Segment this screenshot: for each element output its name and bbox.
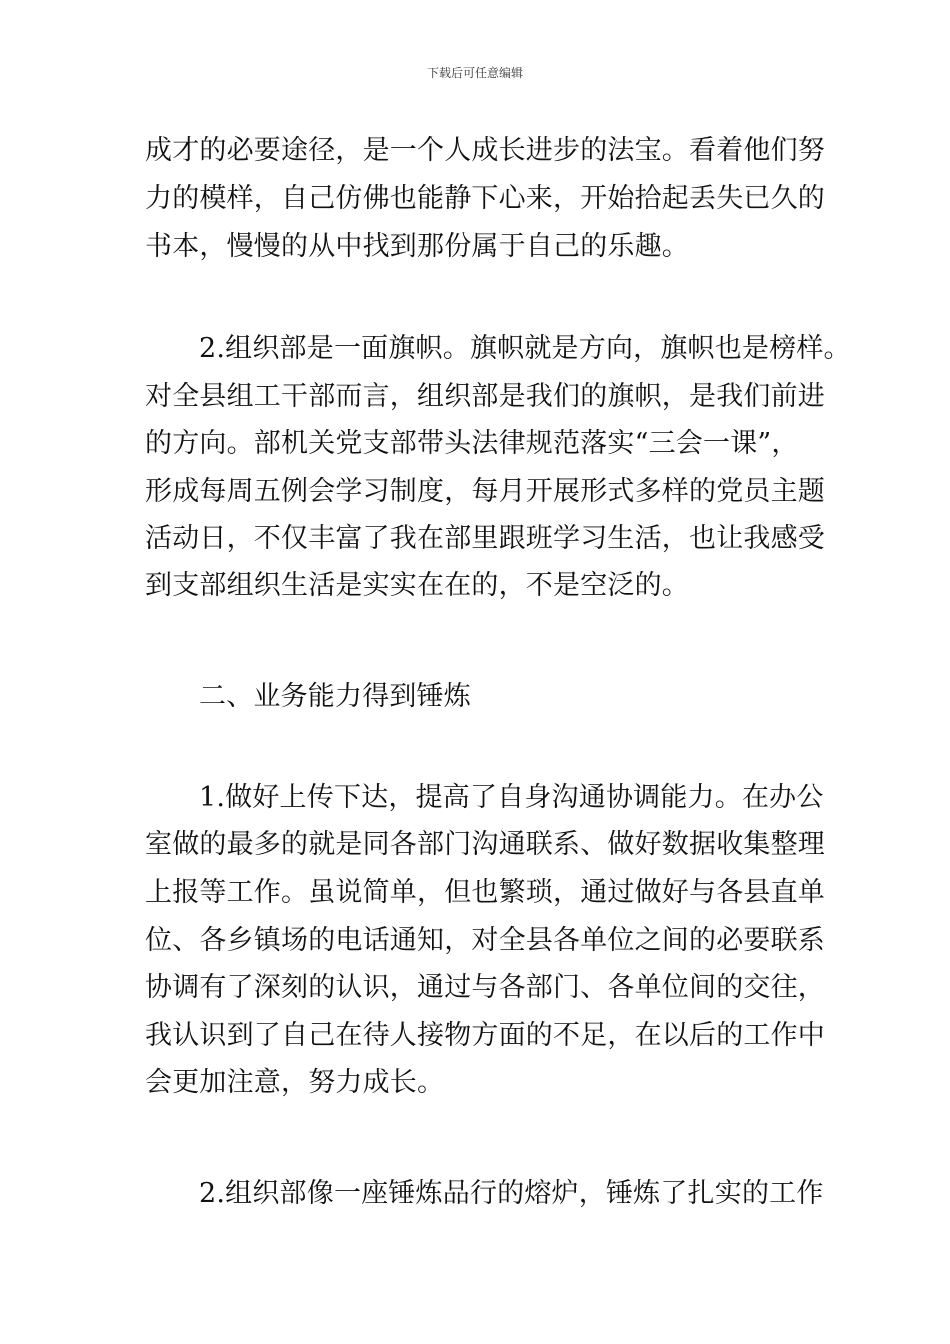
text-line: 会更加注意，努力成长。 xyxy=(145,1067,445,1098)
text-line: 对全县组工干部而言，组织部是我们的旗帜，是我们前进 xyxy=(145,381,825,412)
text-line: 我认识到了自己在待人接物方面的不足，在以后的工作中 xyxy=(145,1020,825,1051)
section-heading: 二、业务能力得到锤炼 xyxy=(199,681,471,712)
text-line: 的方向。部机关党支部带头法律规范落实“三会一课”， xyxy=(145,428,799,459)
page-header: 下载后可任意编辑 xyxy=(426,66,523,80)
text-line: 成才的必要途径，是一个人成长进步的法宝。看着他们努 xyxy=(145,135,825,166)
text-line: 上报等工作。虽说简单，但也繁琐，通过做好与各县直单 xyxy=(145,877,825,908)
text-line: 形成每周五例会学习制度，每月开展形式多样的党员主题 xyxy=(145,476,825,507)
text-line: 到支部组织生活是实实在在的，不是空泛的。 xyxy=(145,570,689,601)
text-line: 书本，慢慢的从中找到那份属于自己的乐趣。 xyxy=(145,231,689,262)
paragraph-start-line: 2.组织部是一面旗帜。旗帜就是方向，旗帜也是榜样。 xyxy=(199,333,851,364)
text-line: 室做的最多的就是同各部门沟通联系、做好数据收集整理 xyxy=(145,829,825,860)
paragraph-start-line: 2.组织部像一座锤炼品行的熔炉，锤炼了扎实的工作 xyxy=(199,1178,824,1209)
text-line: 协调有了深刻的认识，通过与各部门、各单位间的交往， xyxy=(145,972,825,1003)
paragraph-start-line: 1.做好上传下达，提高了自身沟通协调能力。在办公 xyxy=(199,782,824,813)
text-line: 活动日，不仅丰富了我在部里跟班学习生活，也让我感受 xyxy=(145,523,825,554)
text-line: 位、各乡镇场的电话通知，对全县各单位之间的必要联系 xyxy=(145,925,825,956)
text-line: 力的模样，自己仿佛也能静下心来，开始拾起丢失已久的 xyxy=(145,183,825,214)
